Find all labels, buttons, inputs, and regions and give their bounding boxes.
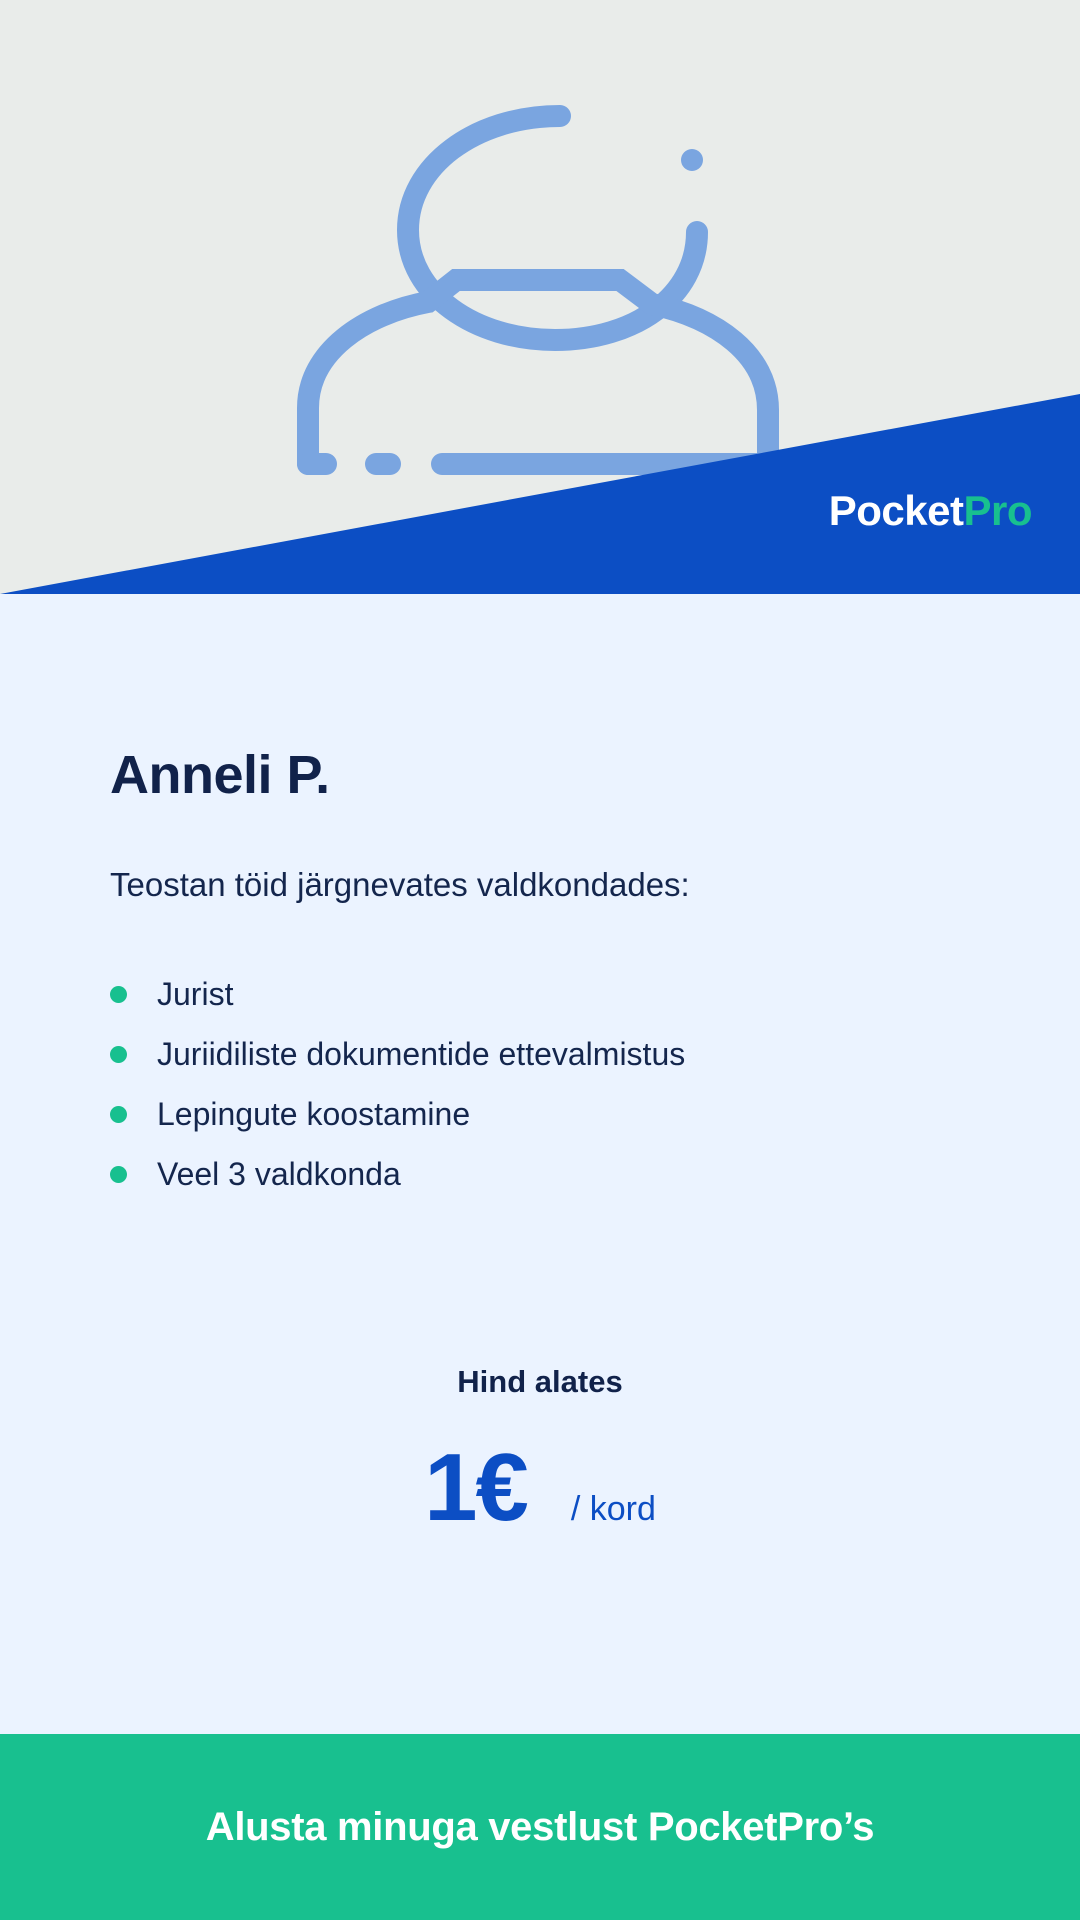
bullet-icon bbox=[110, 986, 127, 1003]
bullet-icon bbox=[110, 1166, 127, 1183]
price-unit: / kord bbox=[570, 1490, 656, 1528]
page-title: Anneli P. bbox=[110, 745, 330, 805]
list-item bbox=[110, 964, 685, 1024]
skill-label-more: Veel 3 valdkonda bbox=[157, 1155, 401, 1192]
hero-section bbox=[0, 0, 1080, 594]
skill-label: Lepingute koostamine bbox=[157, 1095, 471, 1132]
user-avatar-icon bbox=[260, 90, 820, 490]
price-label: Hind alates bbox=[457, 1364, 623, 1399]
brand-name-pocket: Pocket bbox=[828, 487, 964, 534]
brand-name-pro: Pro bbox=[963, 487, 1032, 534]
start-chat-button-label: Alusta minuga vestlust PocketPro’s bbox=[205, 1804, 875, 1849]
profile-details bbox=[0, 594, 1080, 1734]
bullet-icon bbox=[110, 1046, 127, 1063]
skill-label: Jurist bbox=[157, 975, 234, 1012]
list-item bbox=[110, 1084, 685, 1144]
skills-list bbox=[110, 964, 685, 1204]
price-row bbox=[0, 1434, 1080, 1541]
list-item bbox=[110, 1024, 685, 1084]
intro-text: Teostan töid järgnevates valdkondades: bbox=[110, 866, 690, 903]
start-chat-button[interactable] bbox=[0, 1734, 1080, 1920]
brand-logo bbox=[828, 487, 1032, 534]
skill-label: Juriidiliste dokumentide ettevalmistus bbox=[157, 1035, 686, 1072]
list-item[interactable] bbox=[110, 1144, 685, 1204]
bullet-icon bbox=[110, 1106, 127, 1123]
price-value: 1€ bbox=[424, 1434, 527, 1541]
price-block bbox=[0, 1364, 1080, 1541]
